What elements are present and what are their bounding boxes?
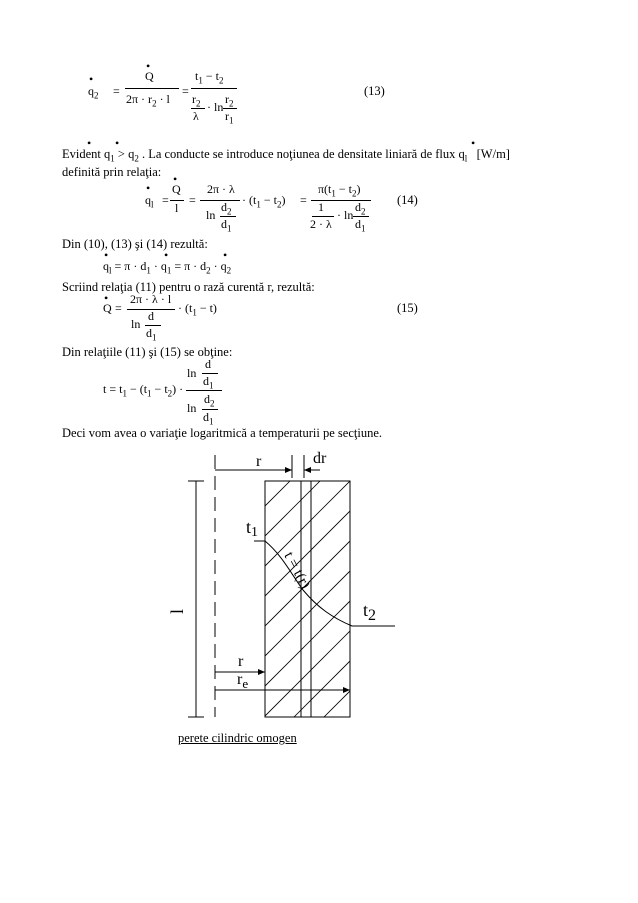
paragraph-din-10-13-14: Din (10), (13) şi (14) rezultă: <box>62 237 208 251</box>
eq13-den2-ln: · ln <box>207 100 224 114</box>
eq-t-lhs: $t = t_1 - (t_1 - t_2)$ · <box>103 382 184 399</box>
eq15-den-ln: ln <box>131 317 141 331</box>
eq13-den2-lambda: λ <box>193 109 199 123</box>
eq14-f1-den: l <box>175 201 179 215</box>
label-curve: t = t(r) <box>280 549 314 592</box>
eq13-num2: $t_1 - t_2$ <box>195 69 224 86</box>
eq14-f3-den-num: $d_2$ <box>355 200 366 217</box>
paragraph-deci: Deci vom avea o variaţie logaritmică a temperaturii pe secţiune. <box>62 426 382 440</box>
eq14-f2-den-num: $d_2$ <box>221 200 232 217</box>
eq-t-den-ln: ln <box>187 401 197 415</box>
eq-t-num-num: d <box>205 357 211 371</box>
eq-t-num-ln: ln <box>187 366 197 380</box>
eq15-den-num: d <box>148 309 154 323</box>
eq15-tail: · $(t_1 - t)$ <box>178 301 217 318</box>
wall-hatching <box>150 381 600 741</box>
eq-t-den-num: $d_2$ <box>204 392 215 409</box>
eq15-num: 2π · λ · l <box>130 292 172 306</box>
eq14-lhs: $q_l$ <box>145 193 154 210</box>
eq14-f3-den-1: 1 <box>318 200 324 214</box>
eq14-number: (14) <box>397 193 418 207</box>
eq15-number: (15) <box>397 301 418 315</box>
eq-t-den-den: $d_1$ <box>203 410 214 427</box>
paragraph-scriind: Scriind relaţia (11) pentru o rază curentă r, rezultă: <box>62 280 315 294</box>
label-t1: t1 <box>246 517 259 540</box>
label-t2: t2 <box>363 600 377 624</box>
paragraph-evident-line2: definită prin relaţia: <box>62 165 162 179</box>
eq14-f3-num: $\pi(t_1 - t_2)$ <box>318 182 361 199</box>
eq14-f2-num: 2π · λ <box>207 182 235 196</box>
eq14-f3-den-ln: · ln <box>337 208 354 222</box>
label-l: l <box>167 608 187 614</box>
eq13-den2-den: $r_1$ <box>225 109 234 126</box>
eq15-den-den: $d_1$ <box>146 326 157 343</box>
eq14-f1-num: Q <box>172 182 181 196</box>
eq14-f2-tail: · $(t_1 - t_2)$ <box>242 193 286 210</box>
eq13-den2-r2: $r_2$ <box>192 92 201 109</box>
label-r-top: r <box>256 453 262 470</box>
eq13-lhs: $q_2$ <box>88 84 99 101</box>
eq15-lhs: Q <box>103 301 112 315</box>
eq14-f2-den-ln: ln <box>206 208 216 222</box>
eq14-f3-den-den: $d_1$ <box>355 217 366 234</box>
eq13-number: (13) <box>364 84 385 98</box>
eq14-f3-den-2l: 2 · λ <box>310 217 332 231</box>
figure-caption: perete cilindric omogen <box>178 731 297 745</box>
label-dr: dr <box>313 450 327 467</box>
wall-outline <box>265 481 350 717</box>
eq14-f2-den-den: $d_1$ <box>221 217 232 234</box>
eq13-den2-num: $r_2$ <box>225 92 234 109</box>
eq13-num1: Q <box>145 69 154 83</box>
eq13-den1: $2\pi \cdot r_2 \cdot l$ <box>126 92 170 109</box>
paragraph-din-11-15: Din relaţiile (11) şi (15) se obţine: <box>62 345 233 359</box>
eq-t-num-den: $d_1$ <box>203 374 214 391</box>
paragraph-evident-line1: Evident $q_1 > q_2$ . La conducte se introduce noţiunea de densitate liniară de flux $q_l$ [W/m] <box>62 147 510 164</box>
label-r-bottom: r <box>238 653 244 670</box>
label-re: $r_e$ <box>237 671 249 691</box>
eq-linear-flux-text: $q_l = \pi \cdot d_1 \cdot q_1 = \pi \cdot d_2 \cdot q_2$ <box>103 259 232 276</box>
